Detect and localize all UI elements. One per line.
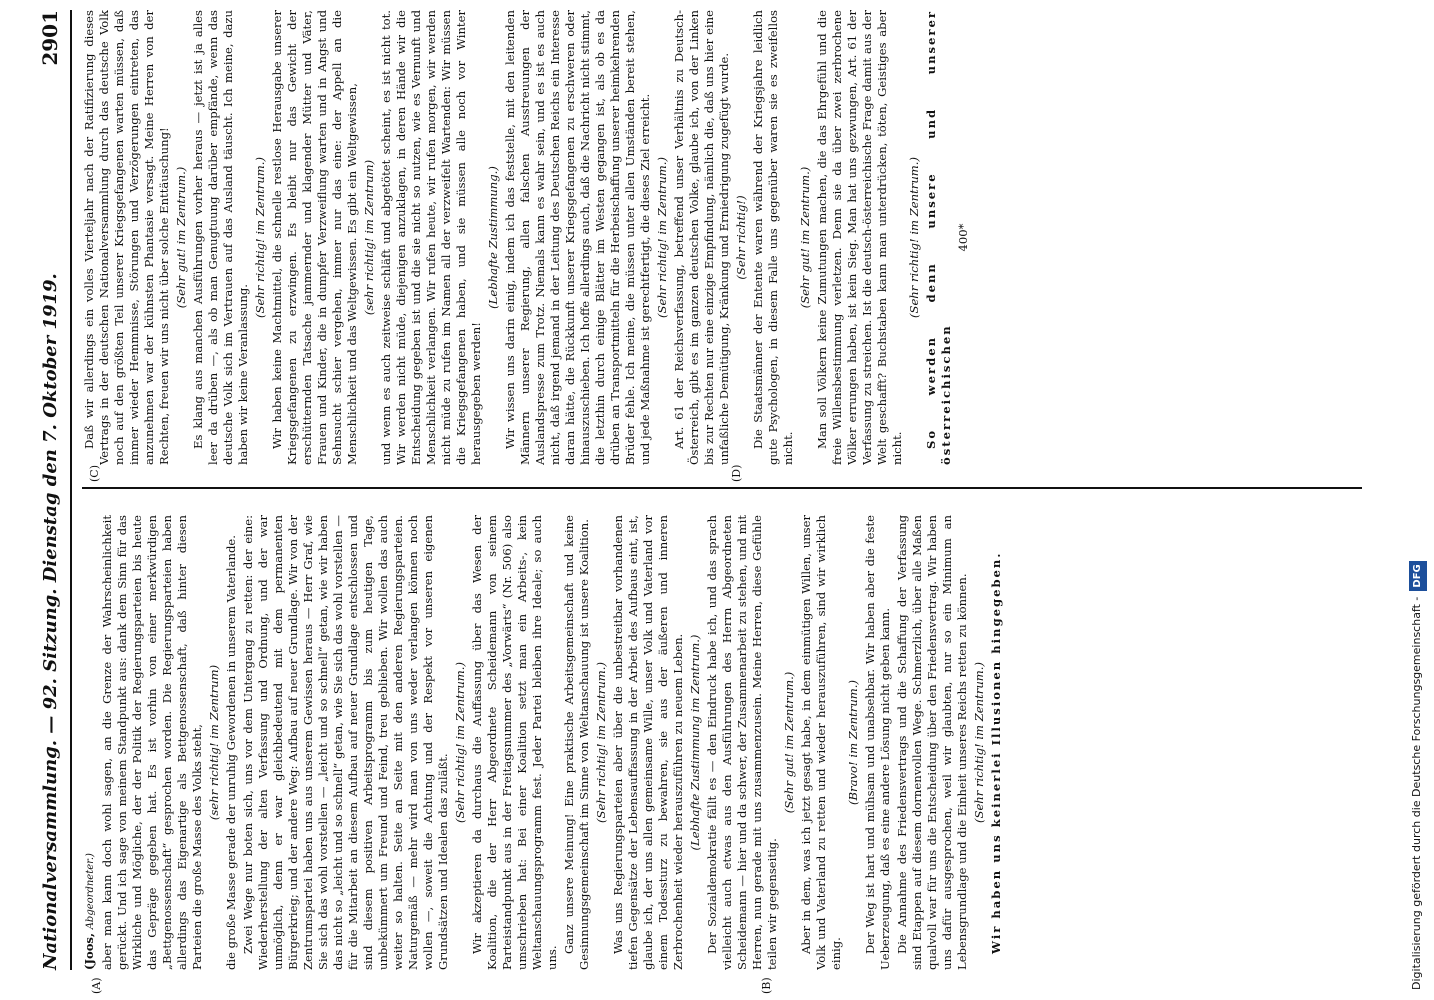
paragraph: Wir wissen uns darin einig, indem ich das feststelle, mit den leitenden Männern unserer Regierung, allen falschen Ausstreuungen der Auslandspresse zum Trotz. Niemals kann es wahr sein, und es ist es auch nicht, daß irgend jemand in der Leitung des Deutschen Reichs ein Interesse daran hätte, die Rückkunft unserer Kriegsgefangenen zu erschweren oder hinauszuschieben. Ich hoffe allerdings auch, daß die Nachricht nicht stimmt, die letzthin durch einige Blätter im Westen gegangen ist, als ob es da drüben an Transportmitteln für die Herbeischaffung unserer heimkehrenden Brüder fehle. Ich meine, die müssen unter allen Umständen bereit stehen, und jede Maßnahme ist gerechtfertigt, die dieses Ziel erreicht. bbox=[503, 10, 652, 465]
interjection: (Sehr richtig! im Zentrum.) bbox=[655, 157, 669, 319]
margin-letter-a: (A) bbox=[90, 977, 103, 994]
paragraph: Die Annahme des Friedensvertrags und die Schaffung der Verfassung sind Etappen auf diesem dornenvollen Wege. Schmerzlich, über alle Maßen qualvoll war für uns die Entscheidung über den Friedensvertrag. Wir haben uns dafür ausgesprochen, weil wir glaubten, nur so ein Minimum an Lebensgrundlage und die Einheit unseres Reichs retten zu können. bbox=[895, 515, 969, 970]
column-rule bbox=[82, 487, 1362, 489]
paragraph: Zwei Wege nur boten sich, uns vor dem Untergang zu retten: der eine: Wiederherstellung der alten Verfassung und Ordnung, und der war unmöglich, denn er war gleichbedeutend mit dem permanenten Bürgerkrieg; und der andere Weg: Aufbau auf neuer Grundlage. Wir von der Zentrumspartei haben uns aus unserem Gewissen heraus — Herr Graf, wie Sie sich das wohl vorstellen — „leicht und so schnell“ getan, wie wir haben das nicht so „leicht und so schnell“ getan, wie Sie sich das wohl vorstellen — für die Mitarbeit an diesem Aufbau auf neuer Grundlage entschlossen und sind diesem positiven Arbeitsprogramm bis zum heutigen Tage, unbekümmert um Freund und Feind, treu geblieben. Wir wollen das auch weiter so halten. Seite an Seite mit den anderen Regierungsparteien. Naturgemäß — mehr wird man von uns weder verlangen können noch wollen —, soweit die Achtung und der Respekt vor unseren eigenen Grundsätzen und Idealen das zuläßt. bbox=[241, 515, 450, 970]
paragraph: Daß wir allerdings ein volles Vierteljahr nach der Ratifizierung dieses Vertrags in der deutschen Nationalversammlung durch das deutsche Volk noch auf den größten Teil unserer Kriegsgefangenen warten müssen, daß immer wieder Hemmnisse, Störungen und Verzögerungen eintreten, das anzunehmen war der kühnsten Phantasie versagt. Meine Herren von der Rechten, freuen wir uns nicht über solche Enttäuschung! bbox=[82, 10, 171, 465]
dfg-watermark bbox=[1408, 10, 1426, 990]
interjection: (Sehr richtig! im Zentrum.) bbox=[453, 662, 467, 824]
interjection: (sehr richtig! im Zentrum) bbox=[362, 159, 376, 316]
paragraph: Ganz unsere Meinung! Eine praktische Arbeitsgemeinschaft und keine Gesinnungsgemeinschaft im Sinne von Weltanschauung ist unsere Koalition. bbox=[562, 515, 591, 970]
paragraph: Der Weg ist hart und mühsam und unabsehbar. Wir haben aber die feste Ueberzeugung, daß es eine andere Lösung nicht geben kann. bbox=[863, 515, 892, 970]
paragraph: Art. 61 der Reichsverfassung, betreffend unser Verhältnis zu Deutsch-Österreich, gibt es im ganzen deutschen Volke, glaube ich, von der Linken bis zur Rechten nur eine einzige Empfindung, nämlich die, daß uns hier eine unfaßliche Demütigung, Kränkung und Erniedrigung zugefügt wurde. bbox=[672, 10, 731, 465]
interjection: (Sehr richtig!) bbox=[734, 195, 748, 280]
paragraph: und wenn es auch zeitweise schläft und abgetötet scheint, es ist nicht tot. Wir werden nicht müde, diejenigen anzuklagen, in deren Hände wir die Entscheidung gegeben ist und die sie nicht so nutzen, wie es Vernunft und Menschlichkeit verlangen. Wir rufen heute, wir rufen morgen, wir werden nicht müde zu rufen im Namen all der verzweifelt Wartenden: Wir müssen die Kriegsgefangenen haben, und sie müssen alle noch vor Winter herausgegeben werden! bbox=[379, 10, 483, 465]
speaker-role: Abgeordneter.) bbox=[85, 853, 96, 930]
signature-mark: 400* bbox=[956, 223, 970, 252]
left-column bbox=[82, 515, 1362, 970]
interjection: (Lebhafte Zustimmung.) bbox=[486, 166, 500, 309]
paragraph: Aber in dem, was ich jetzt gesagt habe, in dem einmütigen Willen, unser Volk und Vaterland zu retten und wieder herauszuführen, sind wir wirklich einig. bbox=[799, 515, 843, 970]
paragraph: So werden denn unsere und unserer österreichischen bbox=[924, 10, 953, 465]
interjection: (Sehr richtig! im Zentrum.) bbox=[594, 662, 608, 824]
interjection: (Lebhafte Zustimmung im Zentrum.) bbox=[688, 634, 702, 851]
interjection: (Sehr gut! im Zentrum.) bbox=[782, 671, 796, 814]
paragraph: aber man kann doch wohl sagen, an die Grenze der Wahrscheinlichkeit gerückt. Und ich sage von meinem Standpunkt aus: dank dem Sinn für das Wirkliche und Mögliche, der der Politik der Regierungsparteien bis heute das Gepräge gegeben hat. Es ist vorhin von einer merkwürdigen „Bettgenossenschaft“ gesprochen worden. Die Regierungsparteien haben allerdings das Eigenartige als Bettgenossenschaft, daß hinter diesen Parteien die große Masse des Volks steht, bbox=[100, 515, 204, 970]
interjection: (Sehr richtig! im Zentrum.) bbox=[253, 157, 267, 319]
interjection: (Sehr gut! im Zentrum.) bbox=[798, 166, 812, 309]
paragraph: Der Sozialdemokratie fällt es — den Eindruck habe ich, und das sprach vielleicht auch etwas aus den Ausführungen des Herrn Abgeordneten Scheidemann — hier und da schwer, der Zusammenarbeit zu stehen, und mit Herren, nun gerade mit uns zusammenzusein. Meine Herren, diese Gefühle teilen wir gegenseitig. bbox=[705, 515, 779, 970]
interjection: (sehr richtig! im Zentrum) bbox=[207, 664, 221, 821]
paragraph: Die Staatsmänner der Entente waren während der Kriegsjahre leidlich gute Psychologen, in diesem Falle uns gegenüber waren sie es zweifellos nicht. bbox=[751, 10, 795, 465]
dfg-logo: DFG bbox=[1409, 561, 1427, 590]
interjection: (Sehr gut! im Zentrum.) bbox=[174, 166, 188, 309]
watermark-text: Digitalisierung gefördert durch die Deutsche Forschungsgemeinschaft - bbox=[1410, 596, 1423, 990]
paragraph: Wir akzeptieren da durchaus die Auffassung über das Wesen der Koalition, die der Herr Abgeordnete Scheidemann von seinem Parteistandpunkt aus in der Freitagsnummer des „Vorwärts“ (Nr. 506) also umschrieben hat: Bei einer Koalition setzt man ein Arbeits-, kein Weltanschauungsprogramm fest. Jeder Partei bleiben ihre Ideale; so auch uns. bbox=[470, 515, 559, 970]
margin-letter-b: (B) bbox=[760, 977, 773, 994]
interjection: (Bravo! im Zentrum.) bbox=[846, 680, 860, 806]
paragraph: Was uns Regierungsparteien aber über die unbestreitbar vorhandenen tiefen Gegensätze der Lebensauffassung in der Arbeit des Aufbaus eint, ist, glaube ich, der uns allen gemeinsame Wille, unser Volk und Vaterland vor einem Todessturz zu bewahren, sie aus der äußeren und inneren Zerbrochenheit wieder herauszuführen zu neuem Leben. bbox=[611, 515, 685, 970]
paragraph: Wir haben uns keinerlei Illusionen hingegeben. bbox=[989, 551, 1003, 954]
interjection: (Sehr richtig! im Zentrum.) bbox=[972, 662, 986, 824]
page-title: Nationalversammlung. — 92. Sitzung. Dienstag den 7. Oktober 1919. bbox=[39, 273, 61, 970]
speaker-line bbox=[82, 515, 98, 970]
right-column bbox=[82, 10, 1362, 465]
paragraph: Es klang aus manchen Ausführungen vorher heraus — jetzt ist ja alles leer da drüben —, als ob man Genugtuung darüber empfände, wenn das deutsche Volk sich im Vertrauen auf das Ausland täuscht. Ich meine, dazu haben wir keine Veranlassung. bbox=[191, 10, 250, 465]
margin-letter-d: (D) bbox=[730, 464, 743, 482]
speaker-name: (Joos, bbox=[82, 932, 96, 970]
margin-letter-c: (C) bbox=[88, 465, 101, 482]
paragraph: Wir haben keine Machtmittel, die schnelle restlose Herausgabe unserer Kriegsgefangenen zu erzwingen. Es bleibt nur das Gewicht der erschütternden Tatsache jammernder und klagender Mütter und Väter, Frauen und Kinder, die in dumpfer Verzweiflung warten und in Angst und Sehnsucht schier vergehen, immer nur das eine: der Appell an die Menschlichkeit und das Weltgewissen. Es gibt ein Weltgewissen, bbox=[270, 10, 359, 465]
interjection: (Sehr richtig! im Zentrum.) bbox=[907, 157, 921, 319]
paragraph: die große Masse gerade der unruhig Gewordenen in unserem Vaterlande. bbox=[224, 535, 238, 970]
page-header bbox=[30, 10, 72, 970]
newspaper-page bbox=[30, 10, 1370, 994]
watermark-text-row bbox=[1408, 10, 1426, 990]
page-number: 2901 bbox=[38, 10, 62, 66]
paragraph: Man soll Völkern keine Zumutungen machen, die das Ehrgefühl und die freie Willensbestimmung verletzen. Denn sie da über zwei zerbrochene Völker errungen haben, ist kein Sieg. Man hat uns gezwungen, Art. 61 der Verfassung zu streichen. Ist die deutsch-österreichische Frage damit aus der Welt geschafft? Buchstaben kann man unterdrücken, töten, Geistiges aber nicht. bbox=[815, 10, 904, 465]
